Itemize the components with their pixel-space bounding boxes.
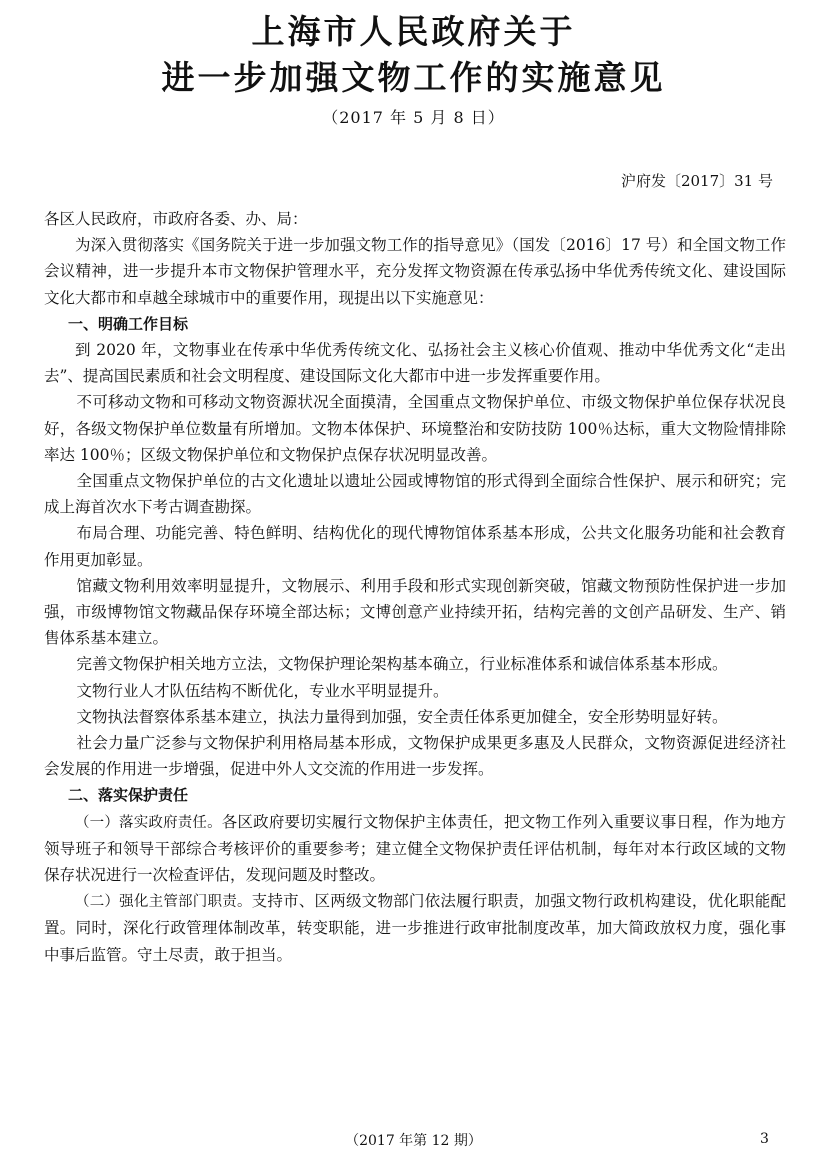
section-2-heading: 二、落实保护责任: [68, 786, 189, 805]
section-2-item-1-label: （一）落实政府责任。: [75, 814, 222, 831]
section-1-paragraph-2: 不可移动文物和可移动文物资源状况全面摸清，全国重点文物保护单位、市级文物保护单位保存状况良好，各级文物保护单位数量有所增加。文物本体保护、环境整治和安防技防 100％达标，重大文物险情排除率达 100％；区级文物保护单位和文物保护点保存状况明显改善。: [44, 393, 786, 464]
page-number: 3: [760, 1131, 769, 1147]
section-1-heading: 一、明确工作目标: [68, 314, 189, 333]
section-2-item-2-text: 支持市、区两级文物部门依法履行职责，加强文物行政机构建设，优化职能配置。同时，深化行政管理体制改革，转变职能，进一步推进行政审批制度改革，加大简政放权力度，强化事中事后监管。守土尽责，敢于担当。: [44, 892, 786, 964]
section-1-paragraph-7: 文物行业人才队伍结构不断优化，专业水平明显提升。: [76, 681, 449, 700]
section-1-paragraph-3: 全国重点文物保护单位的古文化遗址以遗址公园或博物馆的形式得到全面综合性保护、展示和研究；完成上海首次水下考古调查勘探。: [44, 472, 786, 517]
section-2-item-2: [44, 888, 786, 968]
section-1-paragraph-6: 完善文物保护相关地方立法，文物保护理论架构基本确立，行业标准体系和诚信体系基本形成。: [76, 655, 728, 674]
salutation: 各区人民政府，市政府各委、办、局：: [44, 210, 308, 228]
section-2-item-1: [44, 809, 786, 889]
section-1-paragraph-5: 馆藏文物利用效率明显提升，文物展示、利用手段和形式实现创新突破，馆藏文物预防性保护进一步加强，市级博物馆文物藏品保存环境全部达标；文博创意产业持续开拓，结构完善的文创产品研发、生产、销售体系基本建立。: [44, 576, 786, 648]
section-2-item-1-text: 各区政府要切实履行文物保护主体责任，把文物工作列入重要议事日程，作为地方领导班子和领导干部综合考核评价的重要参考；建立健全文物保护责任评估机制，每年对本行政区域的文物保存状况进行一次检查评估，发现问题及时整改。: [44, 812, 786, 885]
section-1-paragraph-9: 社会力量广泛参与文物保护利用格局基本形成，文物保护成果更多惠及人民群众，文物资源促进经济社会发展的作用进一步增强，促进中外人文交流的作用进一步发挥。: [44, 734, 786, 779]
title-line-1: 上海市人民政府关于: [251, 12, 576, 51]
document-body: [44, 206, 786, 968]
section-2-item-2-label: （二）强化主管部门职责。: [75, 894, 252, 911]
document-number: 沪府发〔2017〕31 号: [620, 172, 773, 190]
section-1-paragraph-4: 布局合理、功能完善、特色鲜明、结构优化的现代博物馆体系基本形成，公共文化服务功能和社会教育作用更加彰显。: [44, 524, 786, 569]
intro-paragraph: 为深入贯彻落实《国务院关于进一步加强文物工作的指导意见》（国发〔2016〕17 号）和全国文物工作会议精神，进一步提升本市文物保护管理水平，充分发挥文物资源在传承弘扬中华优秀传统文化、建设国际文化大都市和卓越全球城市中的重要作用，现提出以下实施意见：: [44, 236, 786, 307]
footer-issue: （2017 年第 12 期）: [345, 1133, 482, 1149]
issue-date: （2017 年 5 月 8 日）: [322, 108, 505, 127]
title-line-2: 进一步加强文物工作的实施意见: [161, 58, 666, 97]
section-1-paragraph-8: 文物执法督察体系基本建立，执法力量得到加强，安全责任体系更加健全，安全形势明显好转。: [76, 707, 728, 726]
section-1-paragraph-1: 到 2020 年，文物事业在传承中华优秀传统文化、弘扬社会主义核心价值观、推动中华优秀文化“走出去”、提高国民素质和社会文明程度、建设国际文化大都市中进一步发挥重要作用。: [44, 341, 786, 386]
